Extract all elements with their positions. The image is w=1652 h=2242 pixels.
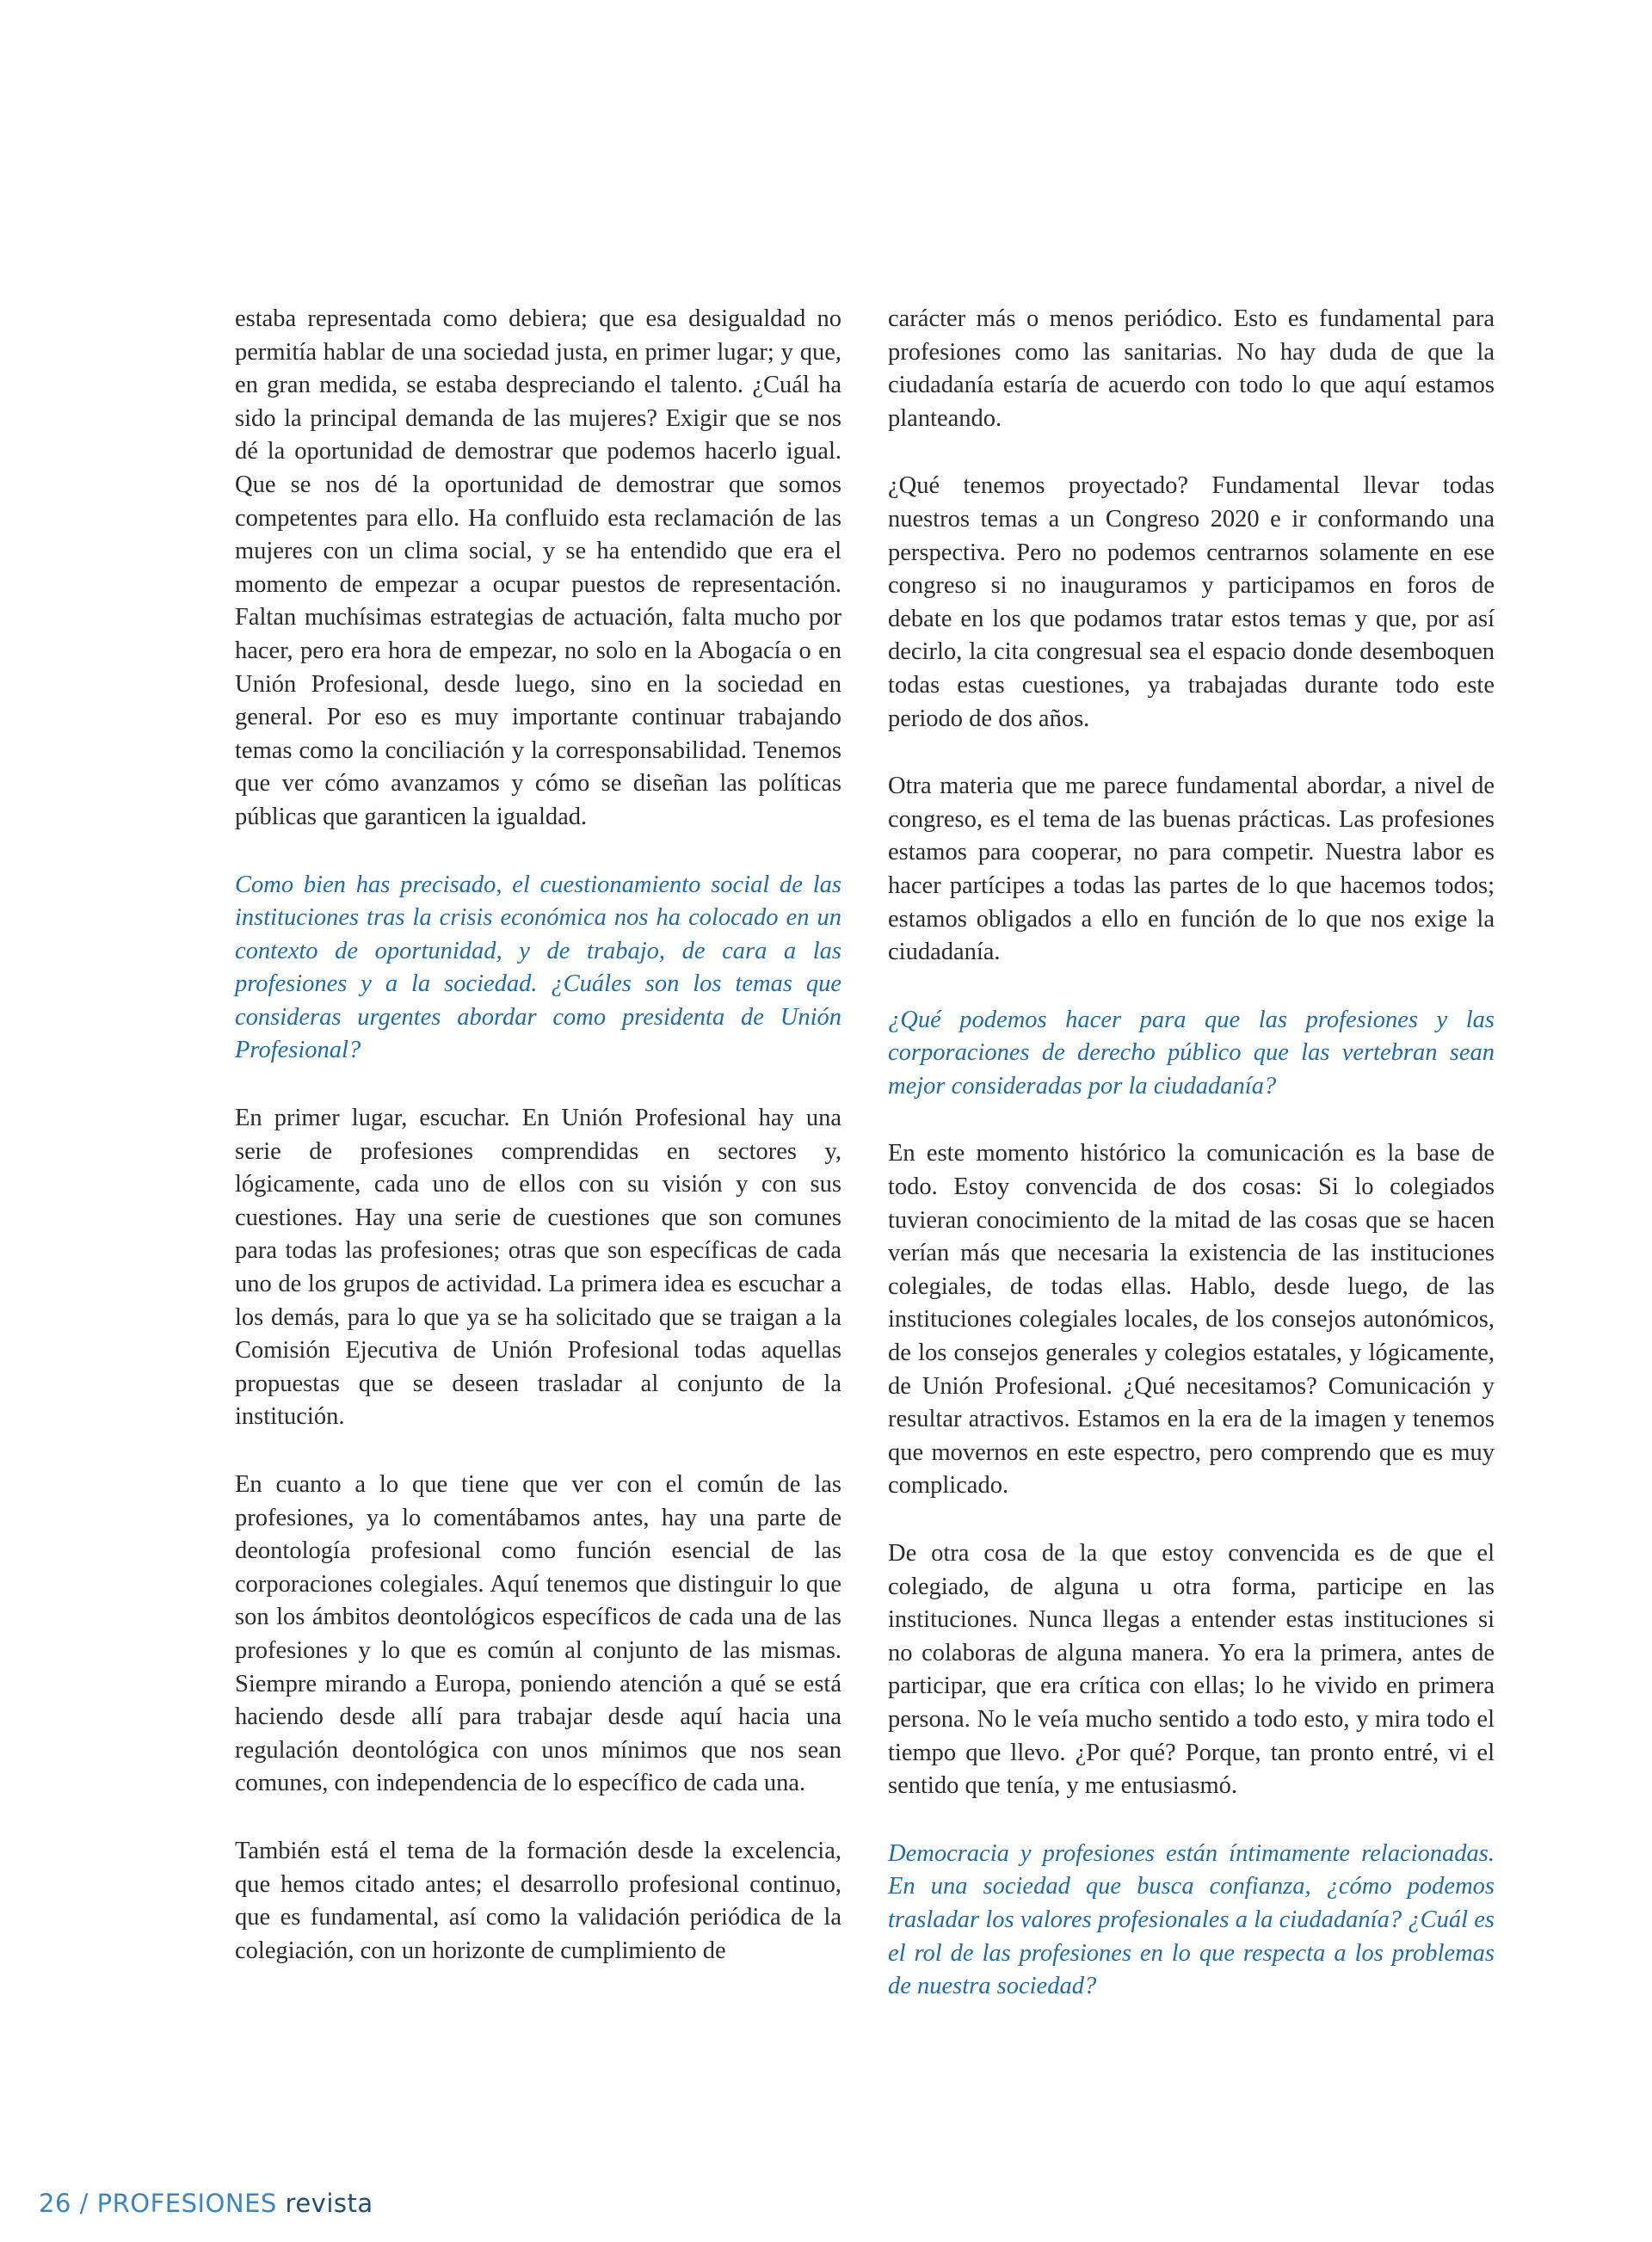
answer-paragraph: De otra cosa de la que estoy convencida es de que el colegiado, de alguna u otra forma, participe en las instituciones. Nunca llegas a entender estas instituciones si no colaboras de alguna manera. Yo era la primera, antes de participar, que era crítica con ellas; lo he vivido en primera persona. No le veía mucho sentido a todo esto, y mira todo el tiempo que llevo. ¿Por qué? Porque, tan pronto entré, vi el sentido que tenía, y me entusiasmó. [888,1540,1495,1800]
magazine-name: PROFESIONES [96,2189,277,2218]
interview-question: Como bien has precisado, el cuestionamiento social de las instituciones tras la crisis económica nos ha colocado en un contexto de oportunidad, y de trabajo, de cara a las profesiones y a la sociedad. ¿Cuáles son los temas que consideras urgentes abordar como presidenta de Unión Profesional? [235,871,841,1064]
page-number: 26 [39,2189,71,2218]
answer-paragraph: Otra materia que me parece fundamental abordar, a nivel de congreso, es el tema de las buenas prácticas. Las profesiones estamos para cooperar, no para competir. Nuestra labor es hacer partícipes a todas las partes de lo que hacemos todos; estamos obligados a ello en función de lo que nos exige la ciudadanía. [888,773,1495,966]
page-footer [39,2189,373,2218]
answer-paragraph: En cuanto a lo que tiene que ver con el común de las profesiones, ya lo comentábamos antes, hay una parte de deontología profesional como función esencial de las corporaciones colegiales. Aquí tenemos que distinguir lo que son los ámbitos deontológicos específicos de cada una de las profesiones y lo que es común al conjunto de las mismas. Siempre mirando a Europa, poniendo atención a qué se está haciendo desde allí para trabajar desde aquí hacia una regulación deontológica con unos mínimos que nos sean comunes, con independencia de lo específico de cada una. [235,1471,841,1797]
right-column [888,303,1495,2038]
interview-question: Democracia y profesiones están íntimamente relacionadas. En una sociedad que busca confianza, ¿cómo podemos trasladar los valores profesionales a la ciudadanía? ¿Cuál es el rol de las profesiones en lo que respecta a los problemas de nuestra sociedad? [888,1839,1495,2000]
interview-question: ¿Qué podemos hacer para que las profesiones y las corporaciones de derecho público que las vertebran sean mejor consideradas por la ciudadanía? [888,1006,1495,1099]
answer-paragraph: En este momento histórico la comunicación es la base de todo. Estoy convencida de dos cosas: Si lo colegiados tuvieran conocimiento de la mitad de las cosas que se hacen verían más que necesaria la existencia de las instituciones colegiales, de todas ellas. Hablo, desde luego, de las instituciones colegiales locales, de los consejos autonómicos, de los consejos generales y colegios estatales, y lógicamente, de Unión Profesional. ¿Qué necesitamos? Comunicación y resultar atractivos. Estamos en la era de la imagen y tenemos que movernos en este espectro, pero comprendo que es muy complicado. [888,1140,1495,1500]
answer-paragraph: También está el tema de la formación desde la excelencia, que hemos citado antes; el desarrollo profesional continuo, que es fundamental, así como la validación periódica de la colegiación, con un horizonte de cumplimiento de [235,1837,841,1964]
answer-paragraph: En primer lugar, escuchar. En Unión Profesional hay una serie de profesiones comprendidas en sectores y, lógicamente, cada uno de ellos con su visión y con sus cuestiones. Hay una serie de cuestiones que son comunes para todas las profesiones; otras que son específicas de cada uno de los grupos de actividad. La primera idea es escuchar a los demás, para lo que ya se ha solicitado que se traigan a la Comisión Ejecutiva de Unión Profesional todas aquellas propuestas que se deseen trasladar al conjunto de la institución. [235,1105,841,1431]
answer-paragraph: estaba representada como debiera; que esa desigualdad no permitía hablar de una sociedad justa, en primer lugar; y que, en gran medida, se estaba despreciando el talento. ¿Cuál ha sido la principal demanda de las mujeres? Exigir que se nos dé la oportunidad de demostrar que podemos hacerlo igual. Que se nos dé la oportunidad de demostrar que somos competentes para ello. Ha confluido esta reclamación de las mujeres con un clima social, y se ha entendido que era el momento de empezar a ocupar puestos de representación. Faltan muchísimas estrategias de actuación, falta mucho por hacer, pero era hora de empezar, no solo en la Abogacía o en Unión Profesional, desde luego, sino en la sociedad en general. Por eso es muy importante continuar trabajando temas como la conciliación y la corresponsabilidad. Tenemos que ver cómo avanzamos y cómo se diseñan las políticas públicas que garanticen la igualdad. [235,305,841,830]
left-column [235,303,841,2002]
answer-paragraph: carácter más o menos periódico. Esto es fundamental para profesiones como las sanitarias. No hay duda de que la ciudadanía estaría de acuerdo con todo lo que aquí estamos planteando. [888,305,1495,432]
footer-separator: / [79,2189,89,2218]
answer-paragraph: ¿Qué tenemos proyectado? Fundamental llevar todas nuestros temas a un Congreso 2020 e ir conformando una perspectiva. Pero no podemos centrarnos solamente en ese congreso si no inauguramos y participamos en foros de debate en los que podamos tratar estos temas y que, por así decirlo, la cita congresual sea el espacio donde desemboquen todas estas cuestiones, ya trabajadas durante todo este periodo de dos años. [888,472,1495,732]
magazine-suffix: revista [285,2189,373,2218]
